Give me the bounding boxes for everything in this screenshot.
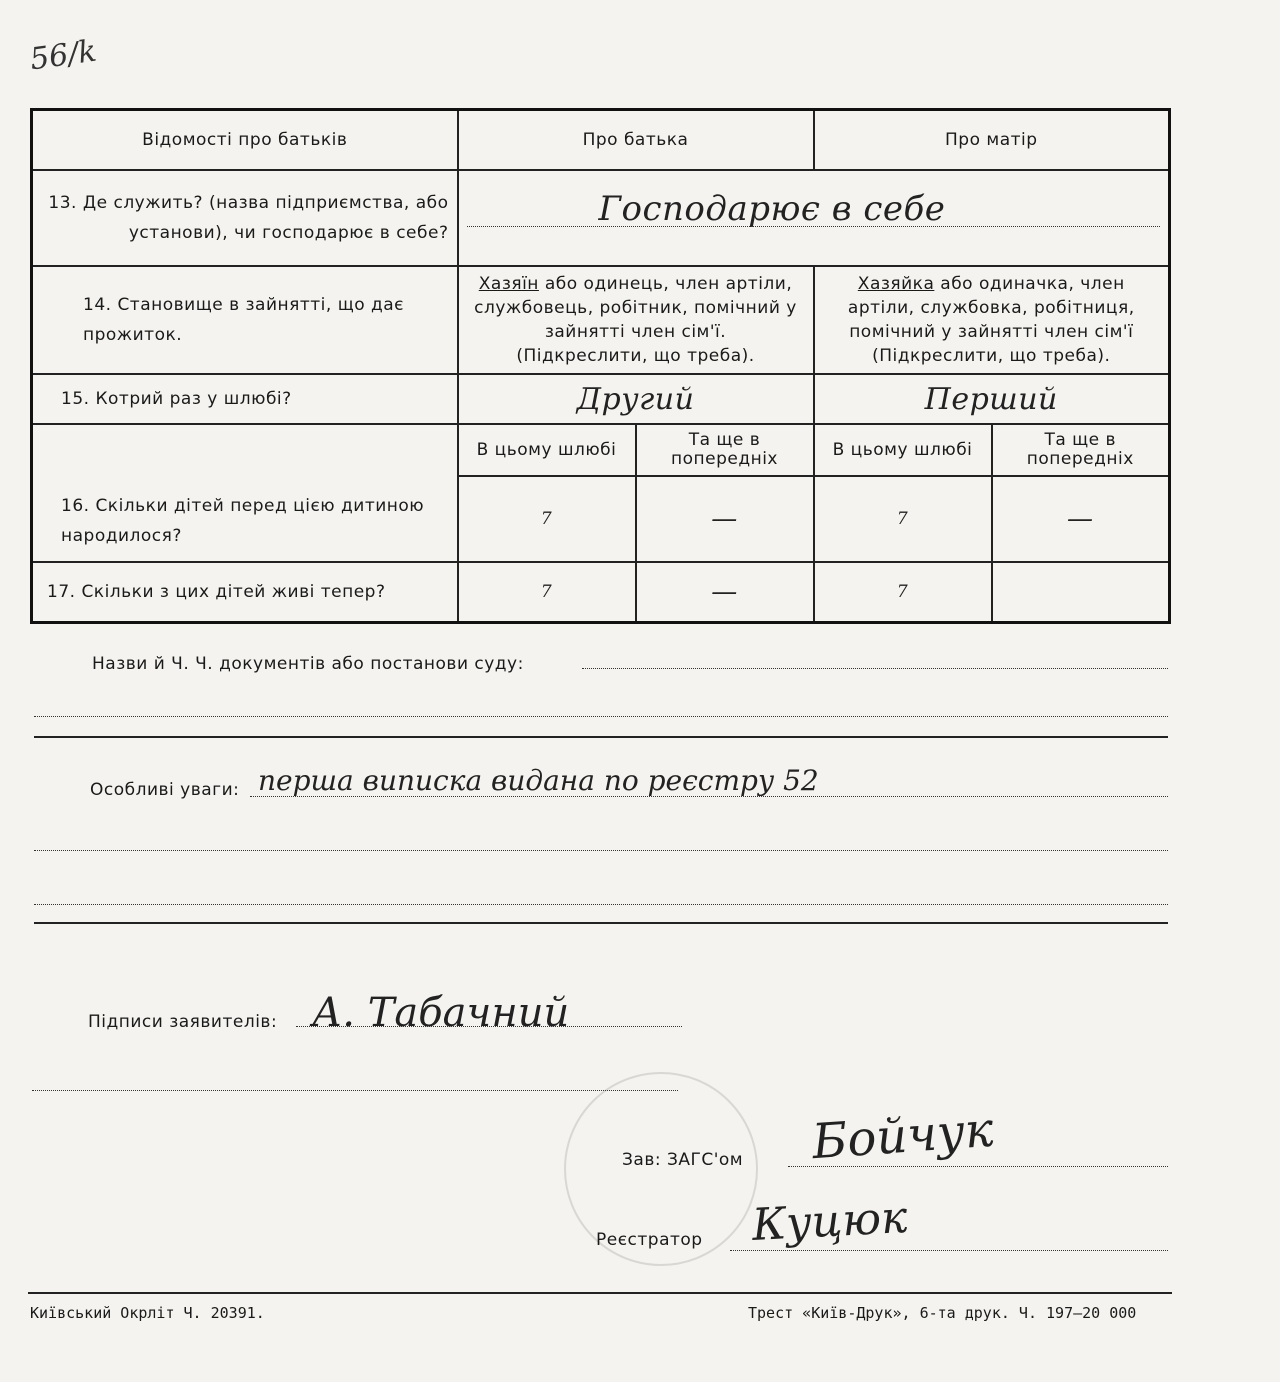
footer-left: Київський Окрліт Ч. 20391. [30, 1304, 265, 1322]
applicant-signature: А. Табачний [312, 990, 570, 1036]
remarks-field-line2 [34, 850, 1168, 851]
documents-field-line2 [34, 716, 1168, 717]
question-14: 14. Становище в зайнятті, що дає прожиток. [32, 266, 458, 374]
footer-rule [28, 1292, 1172, 1294]
parents-info-table [30, 108, 1171, 624]
header-mother: Про матір [814, 110, 1170, 171]
head-label: Зав: ЗАГС'ом [622, 1150, 744, 1170]
answer-16-father-this: 7 [458, 476, 636, 562]
subheader-mother-this: В цьому шлюбі [814, 424, 992, 476]
remarks-field-line3 [34, 904, 1168, 905]
father-options-note: (Підкреслити, що треба). [516, 346, 755, 366]
subheader-father-this: В цьому шлюбі [458, 424, 636, 476]
answer-16-mother-this: 7 [814, 476, 992, 562]
answer-14-father [458, 266, 814, 374]
subheader-mother-previous: Та ще в попередніх [992, 424, 1170, 476]
footer-right: Трест «Київ-Друк», 6-та друк. Ч. 197—20 000 [748, 1304, 1137, 1322]
answer-17-father-this: 7 [458, 562, 636, 622]
mother-options-note: (Підкреслити, що треба). [872, 346, 1111, 366]
divider [34, 922, 1168, 924]
registrar-label: Реєстратор [596, 1230, 703, 1250]
signature-field-line2 [32, 1090, 678, 1091]
question-13: 13. Де служить? (назва підприємства, або установи), чи господарює в себе? [32, 170, 458, 266]
answer-17-mother-previous [992, 562, 1170, 622]
table-row-17 [32, 562, 1170, 622]
answer-15-mother: Перший [814, 374, 1170, 424]
header-father: Про батька [458, 110, 814, 171]
subheader-father-previous: Та ще в попередніх [636, 424, 814, 476]
head-signature-field [788, 1166, 1168, 1167]
documents-field [582, 668, 1168, 669]
question-17: 17. Скільки з цих дітей живі тепер? [32, 562, 458, 622]
mother-options-text: Хазяйка або одиначка, член артіли, службовка, робітниця, помічний у зайнятті член сім'ї [847, 274, 1135, 342]
answer-13-father: Господарює в себе [598, 189, 946, 229]
table-subheader-row [32, 424, 1170, 476]
table-row-14 [32, 266, 1170, 374]
father-options-text: Хазяїн або одинець, член артіли, службовець, робітник, помічний у зайнятті член сім'ї. [474, 274, 797, 342]
table-row-13 [32, 170, 1170, 266]
table-header-row [32, 110, 1170, 171]
question-15: 15. Котрий раз у шлюбі? [32, 374, 458, 424]
answer-14-mother [814, 266, 1170, 374]
answer-13 [458, 170, 1170, 266]
answer-17-mother-this: 7 [814, 562, 992, 622]
answer-16-mother-previous: — [992, 476, 1170, 562]
mother-options-text-selected: Хазяйка [857, 274, 935, 294]
registrar-signature-field [730, 1250, 1168, 1251]
documents-label: Назви й Ч. Ч. документів або постанови суду: [92, 654, 524, 674]
remarks-value: перша виписка видана по реєстру 52 [258, 764, 819, 797]
head-signature: Бойчук [810, 1101, 996, 1171]
margin-note: 56/k [27, 33, 99, 78]
father-options-text-selected: Хазяїн [478, 274, 539, 294]
remarks-label: Особливі уваги: [90, 780, 240, 800]
divider [34, 736, 1168, 738]
signatures-label: Підписи заявителів: [88, 1012, 278, 1032]
registrar-signature: Куцюк [750, 1191, 909, 1252]
answer-17-father-previous: — [636, 562, 814, 622]
table-row-15 [32, 374, 1170, 424]
answer-15-father: Другий [458, 374, 814, 424]
header-parents-info: Відомості про батьків [32, 110, 458, 171]
signature-field [296, 1026, 682, 1027]
question-16: 16. Скільки дітей перед цією дитиною народилося? [32, 424, 458, 562]
answer-16-father-previous: — [636, 476, 814, 562]
remarks-field [250, 796, 1168, 797]
